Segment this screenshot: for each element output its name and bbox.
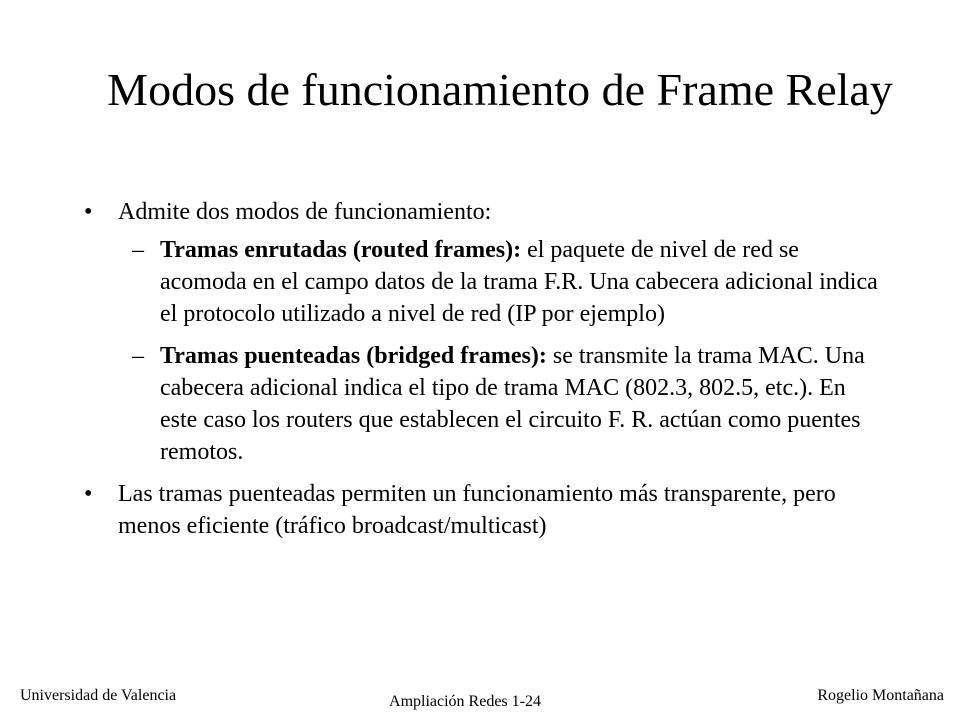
bullet-text: Admite dos modos de funcionamiento: (118, 199, 492, 225)
slide-title: Modos de funcionamiento de Frame Relay (107, 64, 893, 115)
bullet-item (84, 478, 884, 542)
sub-item-text: se transmite la trama MAC. Una cabecera adicional indica el tipo de trama MAC (802.3, 802.5, etc.). En este caso los routers que establecen el circuito F. R. actúan como puentes remotos. (160, 343, 865, 465)
slide-body (84, 196, 884, 548)
footer-institution: Universidad de Valencia (20, 687, 177, 704)
bullet-item (84, 196, 884, 228)
bullet-mark: • (84, 481, 93, 507)
sub-item-heading: Tramas enrutadas (routed frames): (160, 237, 522, 263)
footer-course-page: Ampliación Redes 1-24 (389, 693, 541, 710)
dash-mark: – (132, 237, 144, 263)
dash-mark: – (132, 343, 144, 369)
footer-author: Rogelio Montañana (817, 687, 944, 704)
sub-item-text: el paquete de nivel de red se acomoda en el campo datos de la trama F.R. Una cabecera adicional indica el protocolo utilizado a nivel de red (IP por ejemplo) (160, 237, 878, 327)
sub-item-heading: Tramas puenteadas (bridged frames): (160, 343, 547, 369)
bullet-text: Las tramas puenteadas permiten un funcionamiento más transparente, pero menos eficiente (tráfico broadcast/multicast) (118, 481, 836, 539)
sub-item-routed-frames (84, 234, 884, 330)
bullet-mark: • (84, 199, 93, 225)
sub-item-bridged-frames (84, 340, 884, 468)
